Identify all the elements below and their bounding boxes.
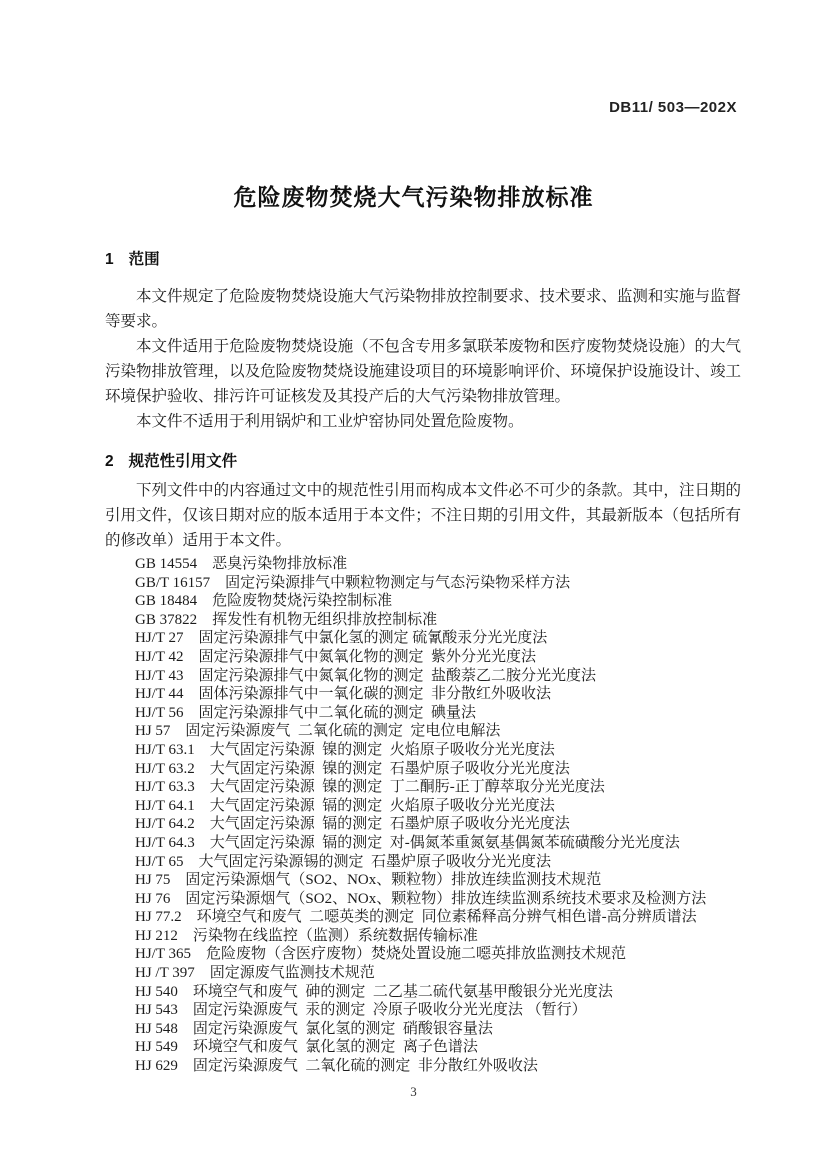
reference-item [135,667,741,686]
reference-code: HJ 75 [135,872,171,889]
reference-code: HJ/T 42 [135,648,184,665]
reference-code: GB 14554 [135,556,198,572]
reference-item [135,871,741,890]
reference-code: GB/T 16157 [135,574,211,591]
reference-code: GB 37822 [135,611,198,628]
reference-title: 固定污染源排气中氮氧化物的测定 盐酸萘乙二胺分光光度法 [198,667,596,684]
page-footer [0,1084,827,1099]
reference-item [135,1038,741,1057]
reference-item [135,983,741,1002]
reference-title: 危险废物焚烧污染控制标准 [212,593,393,610]
reference-title: 固定污染源废气 氯化氢的测定 硝酸银容量法 [192,1020,493,1037]
reference-item [135,890,741,909]
reference-code: HJ/T 63.3 [135,779,195,796]
reference-item [135,964,741,983]
paragraph: 下列文件中的内容通过文中的规范性引用而构成本文件必不可少的条款。其中，注日期的引用文件，仅该日期对应的版本适用于本文件；不注日期的引用文件，其最新版本（包括所有的修改单）适用于本文件。 [105,482,741,549]
reference-title: 固定污染源废气 二氧化硫的测定 定电位电解法 [185,723,501,740]
standard-code: DB11/ 503—202X [609,99,737,116]
reference-code: HJ 77.2 [135,909,182,926]
reference-title: 环境空气和废气 砷的测定 二乙基二硫代氨基甲酸银分光光度法 [192,983,613,1000]
reference-code: HJ 540 [135,983,178,1000]
section-heading-scope [105,250,741,270]
reference-item [135,648,741,667]
reference-item [135,685,741,704]
paragraph: 本文件适用于危险废物焚烧设施（不包含专用多氯联苯废物和医疗废物焚烧设施）的大气污染物排放管理，以及危险废物焚烧设施建设项目的环境影响评价、环境保护设施设计、竣工环境保护验收、排污许可证核发及其投产后的大气污染物排放管理。 [105,338,741,405]
reference-code: HJ/T 44 [135,686,184,703]
reference-title: 大气固定污染源 镍的测定 丁二酮肟-正丁醇萃取分光光度法 [209,779,605,796]
reference-item [135,592,741,611]
reference-item [135,927,741,946]
reference-code: GB 18484 [135,593,198,610]
reference-title: 污染物在线监控（监测）系统数据传输标准 [192,927,478,944]
page-number: 3 [410,1084,417,1099]
section-heading-normative-references [105,452,741,472]
reference-title: 固定污染源废气 二氧化硫的测定 非分散红外吸收法 [192,1058,538,1075]
reference-title: 固定污染源烟气（SO2、NOx、颗粒物）排放连续监测系统技术要求及检测方法 [185,890,707,907]
reference-code: HJ/T 365 [135,946,191,963]
paragraph: 本文件不适用于利用锅炉和工业炉窑协同处置危险废物。 [136,413,524,430]
reference-title: 固定污染源烟气（SO2、NOx、颗粒物）排放连续监测技术规范 [185,872,602,889]
reference-item [135,834,741,853]
section-title: 范围 [128,251,160,268]
reference-item [135,741,741,760]
reference-list [135,555,741,1076]
reference-item [135,945,741,964]
reference-title: 大气固定污染源锡的测定 石墨炉原子吸收分光光度法 [198,853,551,870]
paragraph: 本文件规定了危险废物焚烧设施大气污染物排放控制要求、技术要求、监测和实施与监督等要求。 [105,288,741,330]
reference-title: 恶臭污染物排放标准 [212,556,348,572]
reference-code: HJ 543 [135,1002,178,1019]
reference-title: 固定污染源排气中氮氧化物的测定 紫外分光光度法 [198,648,536,665]
reference-item [135,908,741,927]
document-header [609,100,737,116]
reference-code: HJ 629 [135,1058,178,1075]
reference-item [135,815,741,834]
reference-item [135,797,741,816]
reference-code: HJ 549 [135,1039,178,1056]
reference-item [135,611,741,630]
reference-code: HJ/T 43 [135,667,184,684]
reference-title: 固体污染源排气中一氧化碳的测定 非分散红外吸收法 [198,686,551,703]
reference-code: HJ 57 [135,723,171,740]
reference-item [135,760,741,779]
reference-title: 大气固定污染源 镉的测定 石墨炉原子吸收分光光度法 [209,816,570,833]
reference-title: 固定污染源排气中二氧化硫的测定 碘量法 [198,704,476,721]
reference-title: 大气固定污染源 镉的测定 火焰原子吸收分光光度法 [209,797,555,814]
reference-title: 挥发性有机物无组织排放控制标准 [212,611,438,628]
reference-title: 环境空气和废气 二噁英类的测定 同位素稀释高分辨气相色谱-高分辨质谱法 [196,909,697,926]
document-title: 危险废物焚烧大气污染物排放标准 [233,184,594,210]
reference-item [135,1020,741,1039]
reference-title: 固定污染源废气 汞的测定 冷原子吸收分光光度法 （暂行） [192,1002,587,1019]
reference-title: 大气固定污染源 镍的测定 火焰原子吸收分光光度法 [209,741,555,758]
reference-item [135,1057,741,1076]
reference-title: 危险废物（含医疗废物）焚烧处置设施二噁英排放监测技术规范 [205,946,626,963]
reference-item [135,778,741,797]
reference-title: 固定污染源排气中氯化氢的测定 硫氰酸汞分光光度法 [198,630,548,647]
reference-code: HJ/T 27 [135,630,184,647]
reference-code: HJ/T 64.1 [135,797,195,814]
reference-code: HJ/T 65 [135,853,184,870]
section-title: 规范性引用文件 [128,453,238,470]
reference-item [135,555,741,574]
reference-code: HJ 548 [135,1020,178,1037]
reference-code: HJ 76 [135,890,171,907]
reference-title: 环境空气和废气 氯化氢的测定 离子色谱法 [192,1039,478,1056]
reference-item [135,629,741,648]
reference-title: 固定源废气监测技术规范 [209,965,375,982]
reference-title: 固定污染源排气中颗粒物测定与气态污染物采样方法 [225,574,571,591]
reference-title: 大气固定污染源 镍的测定 石墨炉原子吸收分光光度法 [209,760,570,777]
reference-item [135,722,741,741]
reference-item [135,574,741,593]
reference-code: HJ/T 64.3 [135,834,195,851]
reference-item [135,704,741,723]
reference-item [135,853,741,872]
reference-code: HJ/T 63.1 [135,741,195,758]
reference-title: 大气固定污染源 镉的测定 对-偶氮苯重氮氨基偶氮苯硫磺酸分光光度法 [209,834,680,851]
reference-code: HJ 212 [135,927,178,944]
section-number: 1 [105,251,114,268]
reference-code: HJ /T 397 [135,965,195,982]
reference-code: HJ/T 64.2 [135,816,195,833]
reference-code: HJ/T 63.2 [135,760,195,777]
section-number: 2 [105,453,114,470]
reference-code: HJ/T 56 [135,704,184,721]
document-body [105,250,741,1076]
reference-item [135,1001,741,1020]
